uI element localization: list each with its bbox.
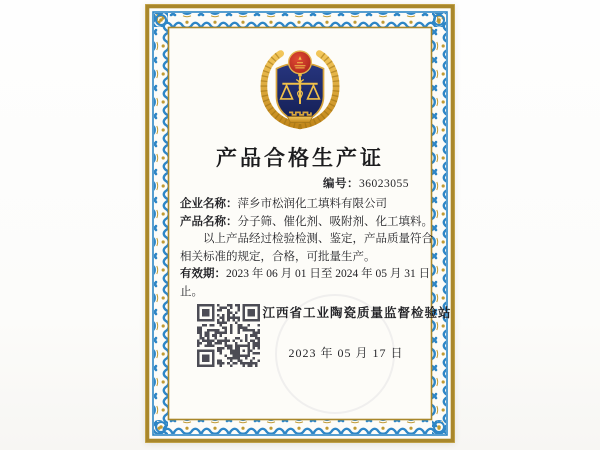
certificate-body [180, 196, 434, 301]
product-name-row [180, 214, 434, 232]
certificate-title: 产品合格生产证 [216, 146, 384, 170]
company-name-label: 企业名称： [180, 198, 238, 210]
conformity-statement: 以上产品经过检验检测、鉴定，产品质量符合相关标准的规定，合格，可批量生产。 [180, 233, 433, 263]
serial-number-line [323, 175, 409, 191]
serial-value: 36023055 [359, 178, 409, 190]
product-name-value: 分子筛、催化剂、吸附剂、化工填料。 [237, 215, 433, 228]
validity-label: 有效期： [180, 268, 226, 280]
validity-row [180, 266, 434, 301]
certificate [145, 4, 455, 443]
quality-supervision-emblem-icon [257, 46, 343, 130]
serial-label: 编号： [323, 178, 359, 190]
product-name-label: 产品名称： [180, 215, 238, 228]
issuer-name: 江西省工业陶瓷质量监督检验站 [262, 306, 452, 320]
validity-value: 2023 年 06 月 01 日至 2024 年 05 月 31 日止。 [180, 268, 431, 298]
company-name-value: 萍乡市松润化工填料有限公司 [237, 198, 387, 210]
company-name-row [180, 196, 434, 214]
issue-date: 2023 年 05 月 17 日 [288, 346, 404, 360]
